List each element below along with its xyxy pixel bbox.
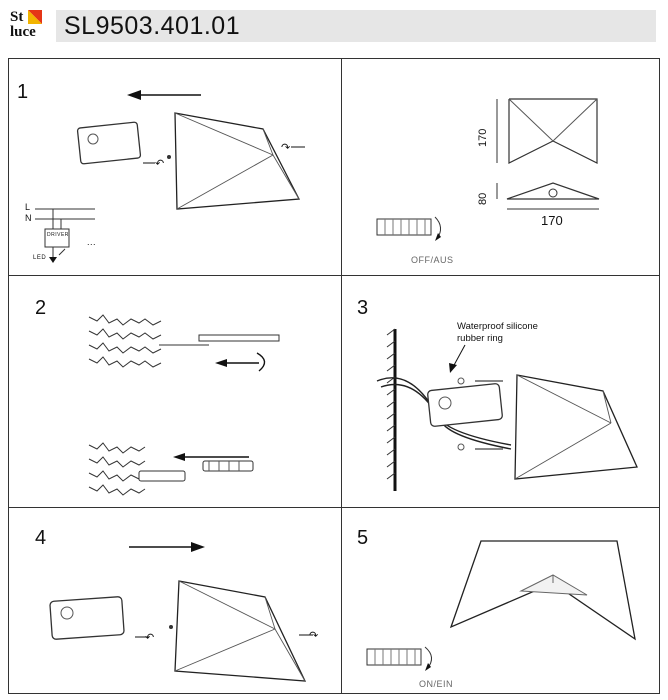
led-label: LED	[33, 255, 47, 261]
step-1-illustration	[9, 59, 341, 275]
step-number: 4	[35, 527, 47, 549]
switch-off-label: OFF/AUS	[411, 255, 454, 265]
logo-flag-icon	[28, 10, 42, 24]
silicone-ring-note-line2: rubber ring	[457, 333, 503, 344]
driver-label: DRIVER	[47, 232, 69, 238]
switch-on-label: ON/EIN	[419, 679, 454, 689]
svg-text:↶: ↶	[155, 158, 165, 170]
step-2-illustration	[9, 275, 341, 507]
dim-width: 170	[541, 213, 563, 228]
svg-text:↶: ↶	[145, 632, 155, 644]
title-bar	[56, 10, 656, 42]
panel-dimensions	[341, 59, 661, 275]
wire-label-l: L	[25, 202, 31, 212]
instruction-grid	[8, 58, 660, 694]
dim-height: 170	[477, 128, 489, 147]
wire-label-n: N	[25, 213, 32, 223]
silicone-ring-note-line1: Waterproof silicone	[457, 321, 538, 332]
step-number: 5	[357, 527, 369, 549]
panel-step-2	[9, 275, 341, 507]
logo-text-top: St	[10, 9, 24, 25]
svg-text:↷: ↷	[309, 630, 319, 642]
dim-depth: 80	[477, 192, 489, 205]
dimensions-illustration	[341, 59, 661, 275]
header	[4, 6, 660, 42]
step-number: 3	[357, 297, 369, 319]
svg-text:↷: ↷	[281, 142, 291, 154]
step-4-illustration	[9, 507, 341, 693]
logo-text-bottom: luce	[10, 24, 36, 40]
brand-logo	[10, 8, 50, 42]
more-indicator: ...	[87, 237, 97, 247]
step-3-illustration	[341, 275, 661, 507]
panel-step-1	[9, 59, 341, 275]
panel-step-3	[341, 275, 661, 507]
panel-step-4	[9, 507, 341, 693]
step-number: 1	[17, 81, 29, 103]
model-title: SL9503.401.01	[64, 12, 241, 40]
step-number: 2	[35, 297, 47, 319]
panel-step-5	[341, 507, 661, 693]
step-5-illustration	[341, 507, 661, 693]
